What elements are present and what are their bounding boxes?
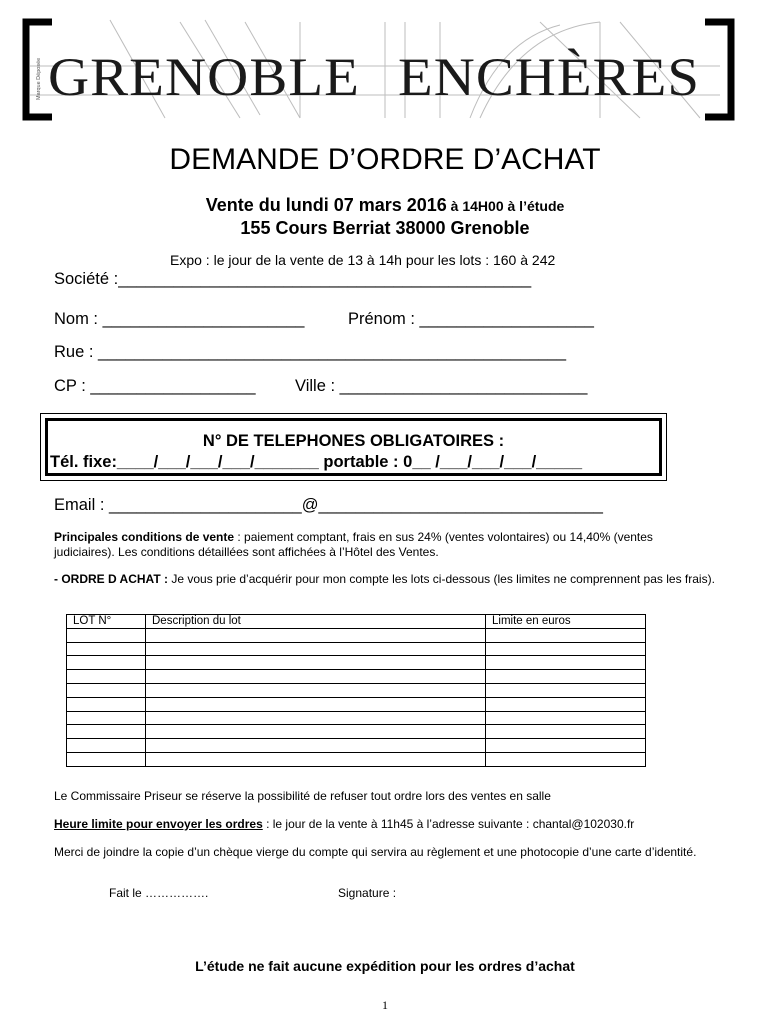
page-number: 1: [382, 998, 388, 1012]
table-row: [67, 725, 646, 739]
description-cell[interactable]: [146, 739, 486, 753]
limite-cell[interactable]: [486, 697, 646, 711]
limite-cell[interactable]: [486, 739, 646, 753]
sale-time-location: à 14H00 à l’étude: [446, 198, 565, 214]
deadline-paragraph: [54, 817, 734, 832]
column-header-lot: LOT N°: [67, 615, 146, 629]
lots-table: [66, 614, 646, 767]
description-cell[interactable]: [146, 670, 486, 684]
table-row: [67, 697, 646, 711]
prenom-field[interactable]: Prénom : ___________________: [348, 310, 594, 328]
table-row: [67, 656, 646, 670]
limite-cell[interactable]: [486, 683, 646, 697]
lot-cell[interactable]: [67, 628, 146, 642]
description-cell[interactable]: [146, 683, 486, 697]
telephone-heading: N° DE TELEPHONES OBLIGATOIRES :: [202, 432, 505, 450]
grenoble-encheres-logo: [0, 0, 770, 135]
lot-cell[interactable]: [67, 670, 146, 684]
lot-cell[interactable]: [67, 697, 146, 711]
page-title: DEMANDE D’ORDRE D’ACHAT: [169, 143, 601, 176]
limite-cell[interactable]: [486, 642, 646, 656]
lot-cell[interactable]: [67, 752, 146, 766]
lot-cell[interactable]: [67, 683, 146, 697]
ordre-text: Je vous prie d’acquérir pour mon compte les lots ci-dessous (les limites ne comprennent pas les frais).: [168, 572, 715, 586]
ordre-paragraph: [54, 572, 716, 587]
table-row: [67, 628, 646, 642]
limite-cell[interactable]: [486, 711, 646, 725]
table-row: [67, 739, 646, 753]
lot-cell[interactable]: [67, 739, 146, 753]
nom-field[interactable]: Nom : ______________________: [54, 310, 305, 328]
ordre-label: - ORDRE D ACHAT :: [54, 572, 168, 586]
limite-cell[interactable]: [486, 752, 646, 766]
description-cell[interactable]: [146, 725, 486, 739]
sale-date: [0, 195, 770, 216]
limite-cell[interactable]: [486, 628, 646, 642]
conditions-paragraph: [54, 530, 714, 560]
description-cell[interactable]: [146, 642, 486, 656]
telephone-fields[interactable]: Tél. fixe:____/___/___/___/_______ portable : 0__ /___/___/___/_____: [50, 453, 583, 471]
logo-word-encheres: ENCHÈRES: [398, 47, 700, 107]
sale-address: 155 Cours Berriat 38000 Grenoble: [240, 218, 530, 238]
table-header-row: [67, 615, 646, 629]
rue-field[interactable]: Rue : ___________________________________________________: [54, 343, 567, 361]
description-cell[interactable]: [146, 711, 486, 725]
lot-cell[interactable]: [67, 725, 146, 739]
table-row: [67, 683, 646, 697]
expo-info: Expo : le jour de la vente de 13 à 14h pour les lots : 160 à 242: [170, 252, 556, 268]
logo-side-text: Marque Déposée: [36, 57, 42, 100]
deadline-text: : le jour de la vente à 11h45 à l’adresse suivante : chantal@102030.fr: [262, 817, 635, 831]
description-cell[interactable]: [146, 628, 486, 642]
table-row: [67, 642, 646, 656]
description-cell[interactable]: [146, 752, 486, 766]
column-header-limite: Limite en euros: [486, 615, 646, 629]
column-header-description: Description du lot: [146, 615, 486, 629]
fait-le-field[interactable]: Fait le …………….: [109, 886, 209, 900]
conditions-text: : paiement comptant, frais en sus 24% (ventes volontaires) ou 14,40% (ventes judiciaires). Les conditions détaillées sont affichées à l’Hôtel des Ventes.: [54, 530, 653, 559]
table-row: [67, 670, 646, 684]
ville-field[interactable]: Ville : ___________________________: [295, 377, 588, 395]
table-row: [67, 711, 646, 725]
lot-cell[interactable]: [67, 711, 146, 725]
limite-cell[interactable]: [486, 670, 646, 684]
telephone-box: [40, 413, 667, 481]
lot-cell[interactable]: [67, 656, 146, 670]
conditions-label: Principales conditions de vente: [54, 530, 235, 544]
signature-field[interactable]: Signature :: [338, 886, 397, 900]
reserve-note: Le Commissaire Priseur se réserve la possibilité de refuser tout ordre lors des ventes en salle: [54, 789, 551, 803]
deadline-label: Heure limite pour envoyer les ordres: [54, 817, 263, 831]
description-cell[interactable]: [146, 697, 486, 711]
footer-note: L’étude ne fait aucune expédition pour les ordres d’achat: [195, 958, 575, 974]
merci-paragraph: Merci de joindre la copie d’un chèque vierge du compte qui servira au règlement et une photocopie d’une carte d’identité.: [54, 845, 697, 859]
cp-field[interactable]: CP : __________________: [54, 377, 256, 395]
lot-cell[interactable]: [67, 642, 146, 656]
description-cell[interactable]: [146, 656, 486, 670]
societe-field[interactable]: Société :_____________________________________________: [54, 270, 532, 288]
table-row: [67, 752, 646, 766]
logo-word-grenoble: GRENOBLE: [48, 47, 360, 107]
limite-cell[interactable]: [486, 656, 646, 670]
sale-date-main: Vente du lundi 07 mars 2016: [205, 195, 447, 215]
email-field[interactable]: Email : _____________________@_______________________________: [54, 496, 603, 514]
limite-cell[interactable]: [486, 725, 646, 739]
